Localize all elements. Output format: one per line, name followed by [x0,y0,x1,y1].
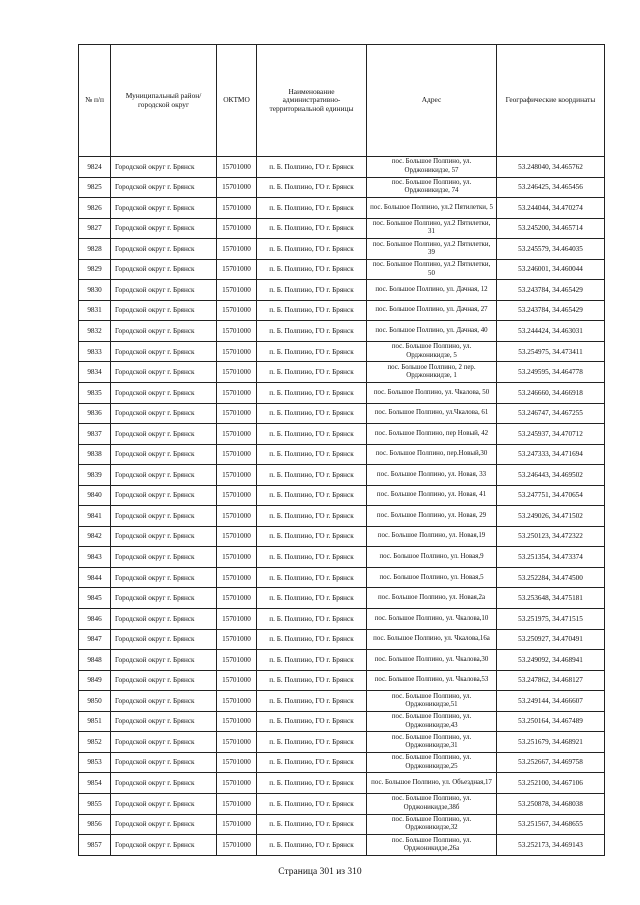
cell-address: пос. Большое Полпино, ул. Новая,19 [367,526,497,547]
cell-territorial-unit: п. Б. Полпино, ГО г. Брянск [257,485,367,506]
cell-district: Городской округ г. Брянск [111,444,217,465]
cell-coordinates: 53.245579, 34.464035 [497,239,605,260]
cell-district: Городской округ г. Брянск [111,157,217,178]
table-row [79,629,605,650]
cell-oktmo: 15701000 [217,773,257,794]
cell-address: пос. Большое Полпино, ул. Объездная,17 [367,773,497,794]
cell-coordinates: 53.243784, 34.465429 [497,300,605,321]
table-row [79,177,605,198]
cell-num: 9844 [79,567,111,588]
cell-oktmo: 15701000 [217,506,257,527]
cell-num: 9824 [79,157,111,178]
cell-num: 9840 [79,485,111,506]
table-row [79,383,605,404]
cell-coordinates: 53.246425, 34.465456 [497,177,605,198]
cell-district: Городской округ г. Брянск [111,198,217,219]
cell-num: 9850 [79,691,111,712]
header-oktmo: ОКТМО [217,45,257,157]
cell-district: Городской округ г. Брянск [111,835,217,856]
cell-coordinates: 53.249026, 34.471502 [497,506,605,527]
cell-address: пос. Большое Полпино, ул.2 Пятилетки, 50 [367,259,497,280]
cell-num: 9845 [79,588,111,609]
cell-territorial-unit: п. Б. Полпино, ГО г. Брянск [257,526,367,547]
cell-num: 9827 [79,218,111,239]
cell-oktmo: 15701000 [217,300,257,321]
cell-num: 9852 [79,732,111,753]
table-row [79,547,605,568]
cell-territorial-unit: п. Б. Полпино, ГО г. Брянск [257,300,367,321]
table-row [79,485,605,506]
cell-district: Городской округ г. Брянск [111,711,217,732]
cell-num: 9842 [79,526,111,547]
cell-district: Городской округ г. Брянск [111,793,217,814]
table-row [79,670,605,691]
cell-district: Городской округ г. Брянск [111,691,217,712]
cell-num: 9839 [79,465,111,486]
page-number: Страница 301 из 310 [278,867,362,877]
cell-coordinates: 53.250927, 34.470491 [497,629,605,650]
cell-district: Городской округ г. Брянск [111,773,217,794]
table-row [79,732,605,753]
cell-num: 9831 [79,300,111,321]
cell-coordinates: 53.254975, 34.473411 [497,341,605,362]
address-table [78,44,605,856]
cell-address: пос. Большое Полпино, ул. Дачная, 12 [367,280,497,301]
cell-address: пос. Большое Полпино, ул. Орджоникидзе, 5 [367,341,497,362]
cell-district: Городской округ г. Брянск [111,465,217,486]
cell-oktmo: 15701000 [217,793,257,814]
cell-coordinates: 53.246001, 34.460044 [497,259,605,280]
cell-coordinates: 53.243784, 34.465429 [497,280,605,301]
cell-num: 9855 [79,793,111,814]
cell-territorial-unit: п. Б. Полпино, ГО г. Брянск [257,198,367,219]
cell-address: пос. Большое Полпино, ул. Орджоникидзе,38б [367,793,497,814]
cell-oktmo: 15701000 [217,567,257,588]
cell-coordinates: 53.252100, 34.467106 [497,773,605,794]
cell-coordinates: 53.250123, 34.472322 [497,526,605,547]
cell-oktmo: 15701000 [217,259,257,280]
cell-district: Городской округ г. Брянск [111,383,217,404]
cell-oktmo: 15701000 [217,424,257,445]
table-row [79,362,605,383]
cell-oktmo: 15701000 [217,670,257,691]
cell-num: 9841 [79,506,111,527]
cell-oktmo: 15701000 [217,198,257,219]
cell-district: Городской округ г. Брянск [111,814,217,835]
cell-district: Городской округ г. Брянск [111,588,217,609]
cell-coordinates: 53.249092, 34.468941 [497,650,605,671]
cell-address: пос. Большое Полпино, ул. Дачная, 40 [367,321,497,342]
cell-oktmo: 15701000 [217,526,257,547]
cell-oktmo: 15701000 [217,280,257,301]
cell-oktmo: 15701000 [217,732,257,753]
cell-num: 9851 [79,711,111,732]
table-body [79,157,605,856]
cell-num: 9847 [79,629,111,650]
cell-oktmo: 15701000 [217,403,257,424]
cell-address: пос. Большое Полпино, 2 пер. Орджоникидзе, 1 [367,362,497,383]
cell-address: пос. Большое Полпино, ул. Орджоникидзе,43 [367,711,497,732]
header-territorial-unit: Наименование административно-территориальной единицы [257,45,367,157]
cell-coordinates: 53.252667, 34.469758 [497,752,605,773]
cell-district: Городской округ г. Брянск [111,300,217,321]
cell-coordinates: 53.244424, 34.463031 [497,321,605,342]
table-row [79,793,605,814]
cell-oktmo: 15701000 [217,362,257,383]
cell-coordinates: 53.247333, 34.471694 [497,444,605,465]
cell-coordinates: 53.246443, 34.469502 [497,465,605,486]
cell-num: 9830 [79,280,111,301]
table-row [79,814,605,835]
cell-address: пос. Большое Полпино, ул. Орджоникидзе,26а [367,835,497,856]
table-row [79,835,605,856]
cell-district: Городской округ г. Брянск [111,567,217,588]
table-row [79,711,605,732]
cell-num: 9834 [79,362,111,383]
cell-address: пос. Большое Полпино, ул. Новая, 33 [367,465,497,486]
cell-territorial-unit: п. Б. Полпино, ГО г. Брянск [257,793,367,814]
cell-district: Городской округ г. Брянск [111,547,217,568]
cell-address: пос. Большое Полпино, ул. Орджоникидзе,25 [367,752,497,773]
cell-territorial-unit: п. Б. Полпино, ГО г. Брянск [257,691,367,712]
cell-num: 9833 [79,341,111,362]
cell-territorial-unit: п. Б. Полпино, ГО г. Брянск [257,567,367,588]
cell-territorial-unit: п. Б. Полпино, ГО г. Брянск [257,403,367,424]
cell-address: пос. Большое Полпино, пер.Новый,30 [367,444,497,465]
cell-district: Городской округ г. Брянск [111,650,217,671]
cell-oktmo: 15701000 [217,691,257,712]
cell-address: пос. Большое Полпино, ул. Новая, 41 [367,485,497,506]
table-row [79,259,605,280]
cell-address: пос. Большое Полпино, ул. Орджоникидзе,32 [367,814,497,835]
cell-territorial-unit: п. Б. Полпино, ГО г. Брянск [257,609,367,630]
cell-territorial-unit: п. Б. Полпино, ГО г. Брянск [257,732,367,753]
cell-oktmo: 15701000 [217,752,257,773]
cell-territorial-unit: п. Б. Полпино, ГО г. Брянск [257,383,367,404]
table-row [79,526,605,547]
cell-num: 9849 [79,670,111,691]
cell-territorial-unit: п. Б. Полпино, ГО г. Брянск [257,465,367,486]
cell-address: пос. Большое Полпино, ул. Орджоникидзе, 74 [367,177,497,198]
cell-coordinates: 53.250164, 34.467489 [497,711,605,732]
table-row [79,198,605,219]
table-row [79,300,605,321]
cell-territorial-unit: п. Б. Полпино, ГО г. Брянск [257,444,367,465]
table-row [79,321,605,342]
cell-coordinates: 53.251679, 34.468921 [497,732,605,753]
table-row [79,341,605,362]
cell-num: 9857 [79,835,111,856]
cell-district: Городской округ г. Брянск [111,506,217,527]
cell-address: пос. Большое Полпино, ул.2 Пятилетки, 31 [367,218,497,239]
cell-num: 9836 [79,403,111,424]
table-row [79,218,605,239]
cell-coordinates: 53.253648, 34.475181 [497,588,605,609]
cell-district: Городской округ г. Брянск [111,424,217,445]
cell-territorial-unit: п. Б. Полпино, ГО г. Брянск [257,670,367,691]
cell-district: Городской округ г. Брянск [111,259,217,280]
header-row [79,45,605,157]
cell-address: пос. Большое Полпино, ул. Чкалова,30 [367,650,497,671]
table-header [79,45,605,157]
cell-coordinates: 53.251567, 34.468655 [497,814,605,835]
cell-oktmo: 15701000 [217,239,257,260]
cell-num: 9846 [79,609,111,630]
cell-address: пос. Большое Полпино, ул. Чкалова,16а [367,629,497,650]
cell-district: Городской округ г. Брянск [111,177,217,198]
cell-district: Городской округ г. Брянск [111,218,217,239]
table-row [79,444,605,465]
cell-address: пос. Большое Полпино, пер Новый, 42 [367,424,497,445]
cell-territorial-unit: п. Б. Полпино, ГО г. Брянск [257,752,367,773]
cell-coordinates: 53.247862, 34.468127 [497,670,605,691]
cell-territorial-unit: п. Б. Полпино, ГО г. Брянск [257,547,367,568]
table-row [79,691,605,712]
table-row [79,239,605,260]
cell-num: 9848 [79,650,111,671]
header-num: № п/п [79,45,111,157]
cell-district: Городской округ г. Брянск [111,629,217,650]
cell-coordinates: 53.248040, 34.465762 [497,157,605,178]
table-row [79,609,605,630]
cell-territorial-unit: п. Б. Полпино, ГО г. Брянск [257,588,367,609]
cell-num: 9828 [79,239,111,260]
cell-coordinates: 53.251975, 34.471515 [497,609,605,630]
cell-oktmo: 15701000 [217,650,257,671]
cell-oktmo: 15701000 [217,609,257,630]
cell-coordinates: 53.252284, 34.474500 [497,567,605,588]
cell-territorial-unit: п. Б. Полпино, ГО г. Брянск [257,650,367,671]
cell-oktmo: 15701000 [217,711,257,732]
cell-district: Городской округ г. Брянск [111,485,217,506]
cell-district: Городской округ г. Брянск [111,321,217,342]
cell-num: 9835 [79,383,111,404]
cell-territorial-unit: п. Б. Полпино, ГО г. Брянск [257,341,367,362]
cell-oktmo: 15701000 [217,218,257,239]
cell-num: 9825 [79,177,111,198]
cell-territorial-unit: п. Б. Полпино, ГО г. Брянск [257,259,367,280]
table-row [79,773,605,794]
cell-coordinates: 53.251354, 34.473374 [497,547,605,568]
cell-num: 9832 [79,321,111,342]
cell-territorial-unit: п. Б. Полпино, ГО г. Брянск [257,218,367,239]
cell-num: 9829 [79,259,111,280]
cell-territorial-unit: п. Б. Полпино, ГО г. Брянск [257,506,367,527]
table-row [79,567,605,588]
table-row [79,403,605,424]
cell-num: 9826 [79,198,111,219]
cell-coordinates: 53.247751, 34.470654 [497,485,605,506]
cell-address: пос. Большое Полпино, ул.Чкалова, 61 [367,403,497,424]
cell-territorial-unit: п. Б. Полпино, ГО г. Брянск [257,711,367,732]
cell-territorial-unit: п. Б. Полпино, ГО г. Брянск [257,362,367,383]
cell-district: Городской округ г. Брянск [111,362,217,383]
header-address: Адрес [367,45,497,157]
cell-address: пос. Большое Полпино, ул.2 Пятилетки, 39 [367,239,497,260]
cell-territorial-unit: п. Б. Полпино, ГО г. Брянск [257,239,367,260]
cell-territorial-unit: п. Б. Полпино, ГО г. Брянск [257,177,367,198]
cell-coordinates: 53.246747, 34.467255 [497,403,605,424]
cell-oktmo: 15701000 [217,341,257,362]
cell-coordinates: 53.246660, 34.466918 [497,383,605,404]
cell-district: Городской округ г. Брянск [111,732,217,753]
cell-coordinates: 53.250878, 34.468038 [497,793,605,814]
cell-num: 9856 [79,814,111,835]
cell-address: пос. Большое Полпино, ул. Новая, 29 [367,506,497,527]
cell-territorial-unit: п. Б. Полпино, ГО г. Брянск [257,835,367,856]
cell-district: Городской округ г. Брянск [111,752,217,773]
cell-territorial-unit: п. Б. Полпино, ГО г. Брянск [257,629,367,650]
cell-num: 9838 [79,444,111,465]
cell-territorial-unit: п. Б. Полпино, ГО г. Брянск [257,424,367,445]
header-district: Муниципальный район/городской округ [111,45,217,157]
cell-oktmo: 15701000 [217,485,257,506]
cell-territorial-unit: п. Б. Полпино, ГО г. Брянск [257,157,367,178]
cell-territorial-unit: п. Б. Полпино, ГО г. Брянск [257,773,367,794]
table-row [79,280,605,301]
cell-district: Городской округ г. Брянск [111,403,217,424]
header-coordinates: Географические координаты [497,45,605,157]
cell-oktmo: 15701000 [217,157,257,178]
cell-oktmo: 15701000 [217,814,257,835]
table-row [79,650,605,671]
cell-address: пос. Большое Полпино, ул. Новая,2а [367,588,497,609]
cell-address: пос. Большое Полпино, ул. Чкалова,10 [367,609,497,630]
cell-oktmo: 15701000 [217,547,257,568]
cell-oktmo: 15701000 [217,588,257,609]
table-row [79,506,605,527]
cell-territorial-unit: п. Б. Полпино, ГО г. Брянск [257,321,367,342]
cell-address: пос. Большое Полпино, ул. Орджоникидзе,51 [367,691,497,712]
cell-coordinates: 53.252173, 34.469143 [497,835,605,856]
cell-num: 9854 [79,773,111,794]
cell-address: пос. Большое Полпино, ул. Орджоникидзе, 57 [367,157,497,178]
cell-coordinates: 53.244044, 34.470274 [497,198,605,219]
cell-coordinates: 53.249595, 34.464778 [497,362,605,383]
cell-oktmo: 15701000 [217,835,257,856]
table-row [79,588,605,609]
cell-address: пос. Большое Полпино, ул.2 Пятилетки, 5 [367,198,497,219]
cell-address: пос. Большое Полпино, ул. Чкалова,53 [367,670,497,691]
cell-coordinates: 53.245200, 34.465714 [497,218,605,239]
cell-num: 9843 [79,547,111,568]
cell-address: пос. Большое Полпино, ул. Дачная, 27 [367,300,497,321]
cell-district: Городской округ г. Брянск [111,341,217,362]
cell-oktmo: 15701000 [217,321,257,342]
cell-district: Городской округ г. Брянск [111,239,217,260]
cell-address: пос. Большое Полпино, ул. Чкалова, 50 [367,383,497,404]
cell-district: Городской округ г. Брянск [111,609,217,630]
cell-oktmo: 15701000 [217,444,257,465]
cell-address: пос. Большое Полпино, ул. Новая,9 [367,547,497,568]
cell-district: Городской округ г. Брянск [111,526,217,547]
table-row [79,752,605,773]
cell-oktmo: 15701000 [217,465,257,486]
cell-address: пос. Большое Полпино, ул. Орджоникидзе,31 [367,732,497,753]
table-row [79,157,605,178]
cell-oktmo: 15701000 [217,629,257,650]
table-row [79,465,605,486]
cell-oktmo: 15701000 [217,177,257,198]
table-row [79,424,605,445]
cell-territorial-unit: п. Б. Полпино, ГО г. Брянск [257,814,367,835]
cell-num: 9837 [79,424,111,445]
cell-address: пос. Большое Полпино, ул. Новая,5 [367,567,497,588]
cell-district: Городской округ г. Брянск [111,280,217,301]
cell-coordinates: 53.249144, 34.466607 [497,691,605,712]
cell-district: Городской округ г. Брянск [111,670,217,691]
cell-num: 9853 [79,752,111,773]
cell-oktmo: 15701000 [217,383,257,404]
cell-coordinates: 53.245937, 34.470712 [497,424,605,445]
cell-territorial-unit: п. Б. Полпино, ГО г. Брянск [257,280,367,301]
